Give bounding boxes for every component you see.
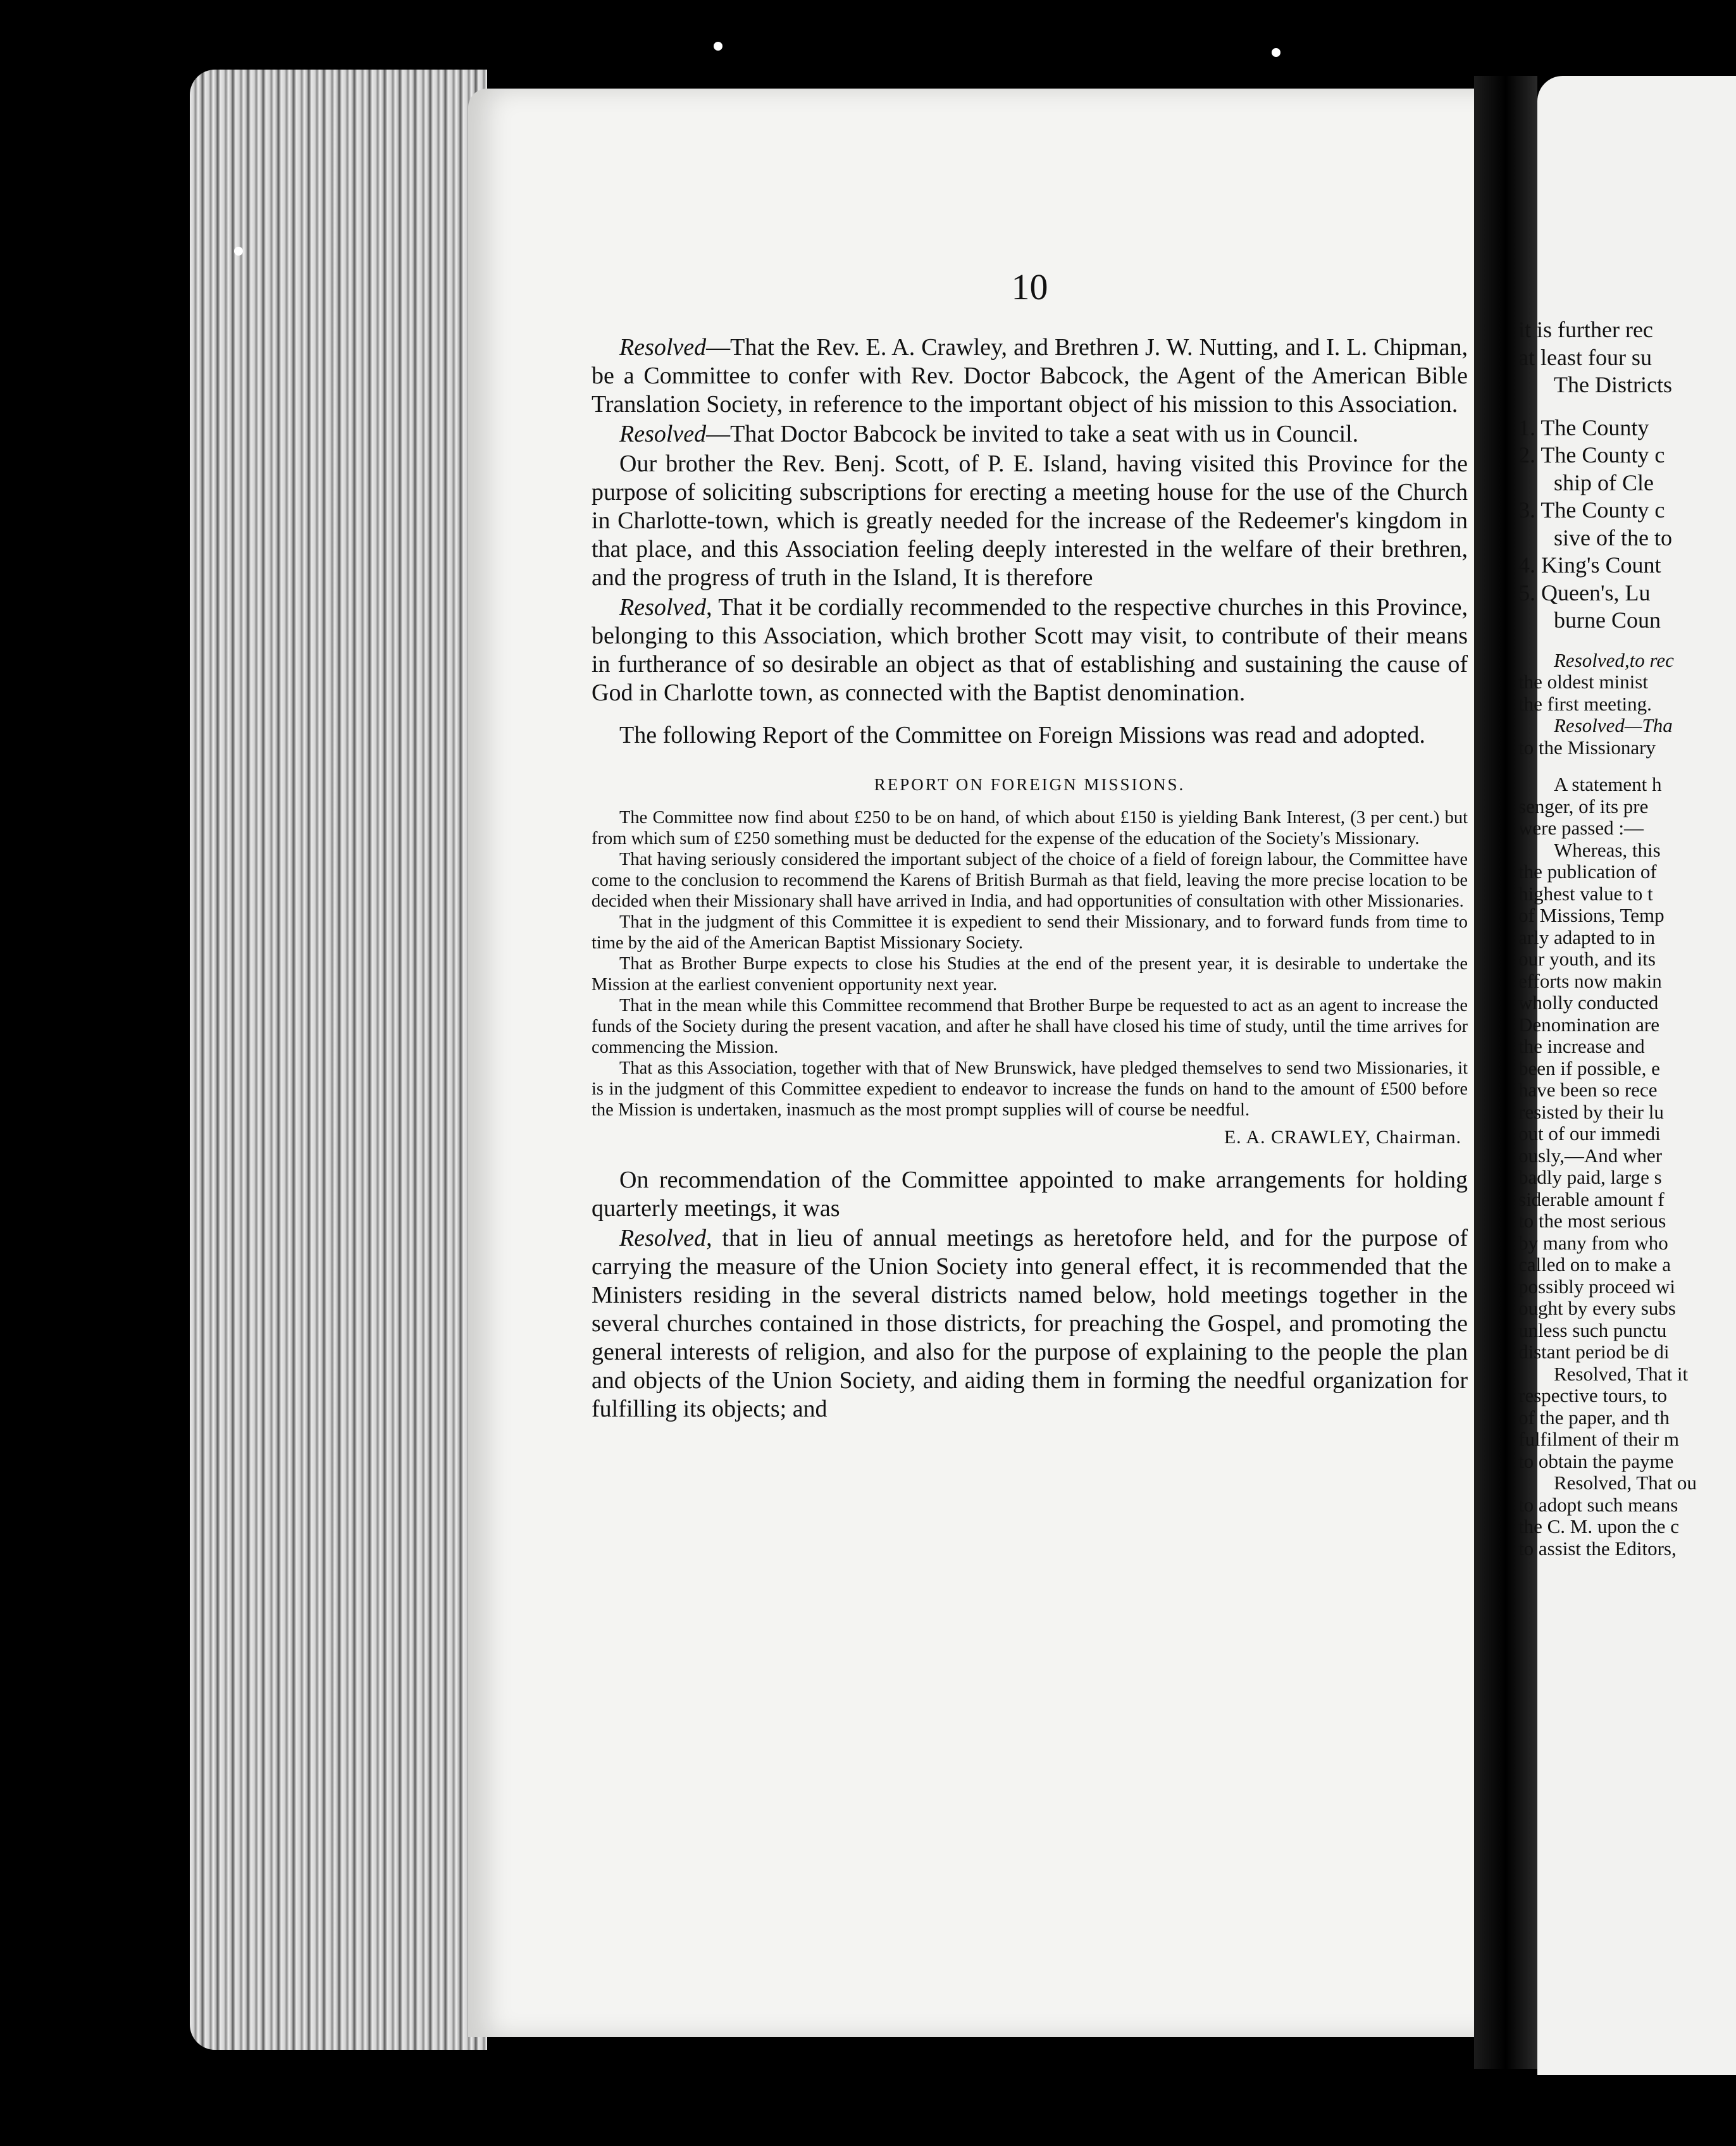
- fragment-line: A statement h: [1554, 773, 1662, 795]
- paragraph-text: The following Report of the Committee on Foreign Missions was read and adopted.: [619, 722, 1425, 748]
- fragment-line: senger, of its pre: [1518, 795, 1649, 817]
- fragment-line: have been so rece: [1518, 1079, 1658, 1101]
- report-title: REPORT ON FOREIGN MISSIONS.: [874, 775, 1186, 794]
- fragment-line: the first meeting.: [1518, 692, 1652, 715]
- left-page-content: [592, 266, 1468, 1423]
- page-number: 10: [1011, 266, 1048, 307]
- film-speck: [234, 247, 243, 256]
- fragment-line: of the paper, and th: [1518, 1406, 1670, 1429]
- quarterly-meetings-section: [592, 1166, 1468, 1423]
- paragraph-text: , That it be cordially recommended to the respective churches in this Province, belonging to this Association, which brother Scott may visit, to contribute of their means in furtherance of so desirable an object as that of establishing and sustaining the cause of God in Charlotte town, as connected with the Baptist denomination.: [592, 594, 1468, 706]
- fragment-line: our youth, and its: [1518, 948, 1656, 970]
- fragment-line: the C. M. upon the c: [1518, 1515, 1679, 1537]
- fragment-line: ously,—And wher: [1518, 1144, 1663, 1167]
- fragment-line: 1. The County: [1518, 414, 1649, 440]
- film-speck: [1272, 48, 1280, 57]
- fragment-line: possibly proceed wi: [1518, 1275, 1675, 1298]
- paragraph-text: , that in lieu of annual meetings as heretofore held, and for the purpose of carrying the measure of the Union Society into general effect, it is recommended that the Ministers residing in the several districts named below, hold meetings together in the several churches contained in those districts, for preaching the Gospel, and promoting the general interests of religion, and also for the purpose of explaining to the people the plan and objects of the Union Society, and aiding them in forming the needful organization for fulfilling its objects; and: [592, 1225, 1468, 1422]
- fragment-line: respective tours, to: [1518, 1384, 1668, 1406]
- paragraph-text: —That Doctor Babcock be invited to take a seat with us in Council.: [706, 421, 1359, 447]
- report-paragraph: The Committee now find about £250 to be on hand, of which about £150 is yielding Bank Interest, (3 per cent.) but from which sum of £250 something must be deducted for the expense of the education of the Society's Missionary.: [592, 808, 1468, 848]
- fragment-line: The Districts: [1554, 372, 1672, 397]
- fragment-line: at least four su: [1518, 344, 1652, 370]
- fragment-line: called on to make a: [1518, 1253, 1671, 1275]
- paragraph-lead: Resolved: [619, 594, 707, 621]
- fragment-line: burne Coun: [1554, 607, 1661, 633]
- report-paragraph: That in the judgment of this Committee it is expedient to send their Missionary, and to forward funds from time to time by the aid of the American Baptist Missionary Society.: [592, 912, 1468, 953]
- fragment-line: Resolved, That ou: [1554, 1472, 1697, 1494]
- fragment-line: resisted by their lu: [1518, 1100, 1664, 1123]
- fragment-line: the oldest minist: [1518, 671, 1648, 693]
- report-body: [592, 807, 1468, 1120]
- fragment-line: distant period be di: [1518, 1341, 1670, 1363]
- fragment-line: efforts now makin: [1518, 969, 1662, 992]
- film-speck: [714, 42, 722, 51]
- resolutions-section: [592, 333, 1468, 750]
- paragraph-lead: Resolved: [619, 1225, 707, 1251]
- fragment-line: wholly conducted: [1518, 991, 1659, 1014]
- fragment-line: Denomination are: [1518, 1013, 1659, 1036]
- report-paragraph: That as Brother Burpe expects to close his Studies at the end of the present year, it is desirable to undertake the Mission at the earliest convenient opportunity next year.: [592, 954, 1468, 995]
- fragment-line: the publication of: [1518, 860, 1657, 883]
- paragraph: [592, 721, 1468, 750]
- fragment-line: been if possible, e: [1518, 1057, 1660, 1079]
- fragment-line: out of our immedi: [1518, 1122, 1661, 1144]
- paragraph: [592, 420, 1468, 449]
- fragment-line: ought by every subs: [1518, 1297, 1676, 1319]
- paragraph-lead: Resolved: [619, 334, 707, 361]
- fragment-line: 4. King's Count: [1518, 552, 1661, 578]
- book-page-edges: [190, 70, 487, 2050]
- fragment-line: fulfilment of their m: [1518, 1428, 1679, 1450]
- fragment-line: Whereas, this: [1554, 838, 1661, 861]
- fragment-line: 3. The County c: [1518, 497, 1665, 523]
- fragment-line: sive of the to: [1554, 524, 1672, 550]
- fragment-line: siderable amount f: [1518, 1188, 1665, 1210]
- fragment-line: to the most serious: [1518, 1210, 1666, 1232]
- fragment-line: Resolved,to rec: [1554, 648, 1674, 671]
- fragment-line: to the Missionary: [1518, 736, 1656, 759]
- report-paragraph: That having seriously considered the important subject of the choice of a field of foreign labour, the Committee have come to the conclusion to recommend the Karens of British Burmah as that field, leaving the more precise location to be decided when their Missionary shall have arrived in India, and had opportunities of consultation with other Missionaries.: [592, 850, 1468, 911]
- paragraph: [592, 333, 1468, 419]
- fragment-line: Resolved—Tha: [1554, 714, 1673, 736]
- paragraph-text: Our brother the Rev. Benj. Scott, of P. E. Island, having visited this Province for the purpose of soliciting subscriptions for erecting a meeting house for the use of the Church in Charlotte-town, which is greatly needed for the increase of the Redeemer's kingdom in that place, and this Association feeling deeply interested in the welfare of their brethren, and the progress of truth in the Island, It is therefore: [592, 450, 1468, 591]
- fragment-line: highest value to t: [1518, 882, 1653, 905]
- fragment-line: it is further rec: [1518, 317, 1653, 342]
- fragment-line: ship of Cle: [1554, 469, 1654, 495]
- fragment-line: to obtain the payme: [1518, 1449, 1674, 1472]
- report-paragraph: That as this Association, together with that of New Brunswick, have pledged themselves to send two Missionaries, it is in the judgment of this Committee expedient to endeavor to increase the funds on hand to the amount of £500 before the Mission is undertaken, inasmuch as the most prompt supplies will of course be needful.: [592, 1058, 1468, 1120]
- paragraph-lead: Resolved: [619, 421, 707, 447]
- paragraph-text: On recommendation of the Committee appointed to make arrangements for holding quarterly meetings, it was: [592, 1167, 1468, 1222]
- report-paragraph: That in the mean while this Committee recommend that Brother Burpe be requested to act as an agent to increase the funds of the Society during the present vacation, and after he shall have closed his time of study, until the time arrives for commencing the Mission.: [592, 996, 1468, 1057]
- fragment-line: Resolved, That it: [1554, 1362, 1689, 1385]
- fragment-line: badly paid, large s: [1518, 1166, 1662, 1188]
- right-page-fragments: [1518, 316, 1736, 1560]
- fragment-line: of Missions, Temp: [1518, 904, 1665, 926]
- fragment-line: to assist the Editors,: [1518, 1537, 1677, 1560]
- paragraph: [592, 1166, 1468, 1223]
- fragment-line: were passed :—: [1518, 817, 1644, 839]
- paragraph: [592, 593, 1468, 707]
- paragraph: [592, 450, 1468, 592]
- paragraph: [592, 1224, 1468, 1423]
- fragment-line: 5. Queen's, Lu: [1518, 580, 1651, 605]
- fragment-line: arly adapted to in: [1518, 926, 1656, 948]
- fragment-line: by many from who: [1518, 1231, 1668, 1254]
- report-signature: E. A. CRAWLEY, Chairman.: [1224, 1127, 1461, 1148]
- fragment-line: 2. The County c: [1518, 442, 1665, 468]
- fragment-line: to adopt such means: [1518, 1493, 1678, 1516]
- paragraph-text: —That the Rev. E. A. Crawley, and Brethren J. W. Nutting, and I. L. Chipman, be a Committee to confer with Rev. Doctor Babcock, the Agent of the American Bible Translation Society, in reference to the important object of his mission to this Association.: [592, 334, 1468, 418]
- fragment-line: the increase and: [1518, 1035, 1645, 1057]
- fragment-line: unless such punctu: [1518, 1318, 1667, 1341]
